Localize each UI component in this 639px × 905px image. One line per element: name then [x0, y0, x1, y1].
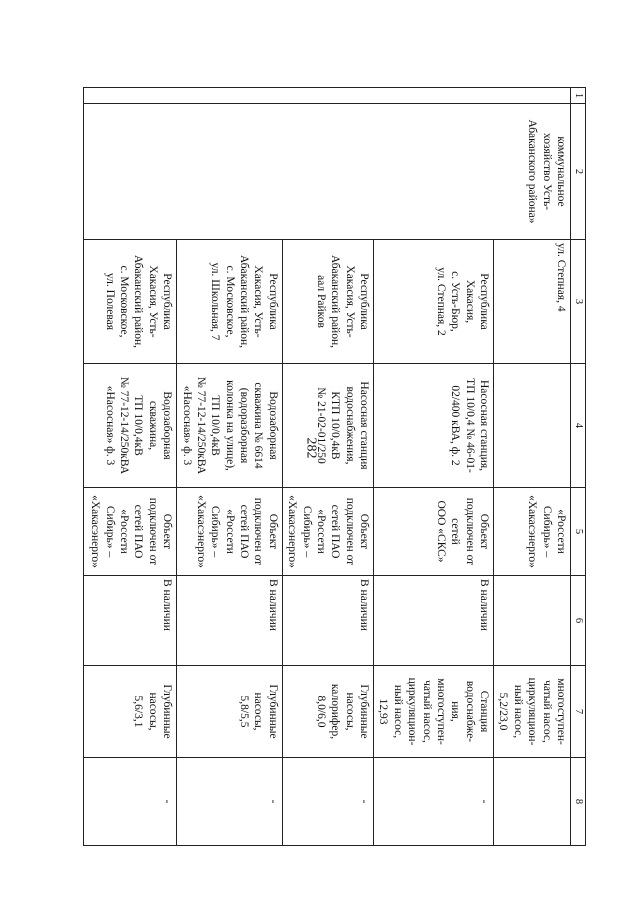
- supplier-cell: Объект подключен от сетей ПАО «Россети Сибирь» – «Хакасэнерго»: [177, 488, 283, 576]
- supplier-cell: Объект подключен от сетей ПАО «Россети Сибирь» – «Хакасэнерго»: [84, 488, 177, 576]
- address-cell: Республика Хакасия, Усть- Абаканский район, с. Московское, ул. Школьная, 7: [177, 240, 283, 364]
- note-cell: -: [84, 758, 177, 846]
- column-number: 2: [571, 104, 586, 240]
- availability-cell: В наличии: [177, 576, 283, 666]
- column-number-row: [571, 88, 586, 846]
- equipment-cell: Глубинные насосы, 5,6/3,1: [84, 666, 177, 758]
- page-number: 282: [303, 437, 319, 459]
- rotated-table-body: [89, 87, 586, 845]
- column-number: 8: [571, 758, 586, 846]
- note-cell: -: [282, 758, 373, 846]
- equipment-cell: Глубинные насосы, 5,8/5,5: [177, 666, 283, 758]
- column-number: 6: [571, 576, 586, 666]
- organization-cell: коммунальное хозяйство Усть- Абаканского района»: [84, 104, 571, 240]
- address-cell: Республика Хакасия, Усть- Абаканский район, с. Московское, ул. Полевая: [84, 240, 177, 364]
- table-cell: [84, 88, 571, 104]
- object-cell: Насосная станция водоснабжения, КТП 10/0,4кВ № 21-02-01/250: [282, 364, 373, 488]
- note-cell: [494, 758, 571, 846]
- column-number: 3: [571, 240, 586, 364]
- availability-cell: В наличии: [282, 576, 373, 666]
- rotated-table-frame: [89, 87, 586, 845]
- supplier-cell: Объект подключен от сетей ООО «СКС»: [374, 488, 494, 576]
- object-cell: Насосная станция, ТП 10/0,4 № 46-01- 02/400 кВА, ф. 2: [374, 364, 494, 488]
- object-cell: Водозаборная скважина № 6614 (водоразборная колонка на улице), ТП 10/0,4кВ № 77-12-14/250кВА «Насосная» ф. 3: [177, 364, 283, 488]
- column-number: 5: [571, 488, 586, 576]
- table-row: [494, 88, 571, 846]
- column-number: 1: [571, 88, 586, 104]
- address-cell: ул. Степная, 4: [494, 240, 571, 364]
- availability-cell: [494, 576, 571, 666]
- object-cell: [494, 364, 571, 488]
- supplier-cell: «Россети Сибирь» – «Хакасэнерго»: [494, 488, 571, 576]
- availability-cell: В наличии: [374, 576, 494, 666]
- address-cell: Республика Хакасия, с. Усть-Бюр, ул. Степная, 2: [374, 240, 494, 364]
- supplier-cell: Объект подключен от сетей ПАО «Россети Сибирь» – «Хакасэнерго»: [282, 488, 373, 576]
- object-cell: Водозаборная скважина, ТП 10/0,4кВ № 77-12-14/250кВА «Насосная» ф. 3: [84, 364, 177, 488]
- equipment-cell: многоступен- чатый насос, циркуляцион- ный насос, 5,2/23,0: [494, 666, 571, 758]
- column-number: 4: [571, 364, 586, 488]
- equipment-table: [83, 87, 586, 846]
- column-number: 7: [571, 666, 586, 758]
- note-cell: -: [374, 758, 494, 846]
- availability-cell: В наличии: [84, 576, 177, 666]
- equipment-cell: Станция водоснабже- ния, многоступен- чатый насос, циркуляцион- ный насос, 12,93: [374, 666, 494, 758]
- equipment-cell: Глубинные насосы, калорифер, 8,0/6,0: [282, 666, 373, 758]
- note-cell: -: [177, 758, 283, 846]
- address-cell: Республика Хакасия, Усть- Абаканский район, аал Райков: [282, 240, 373, 364]
